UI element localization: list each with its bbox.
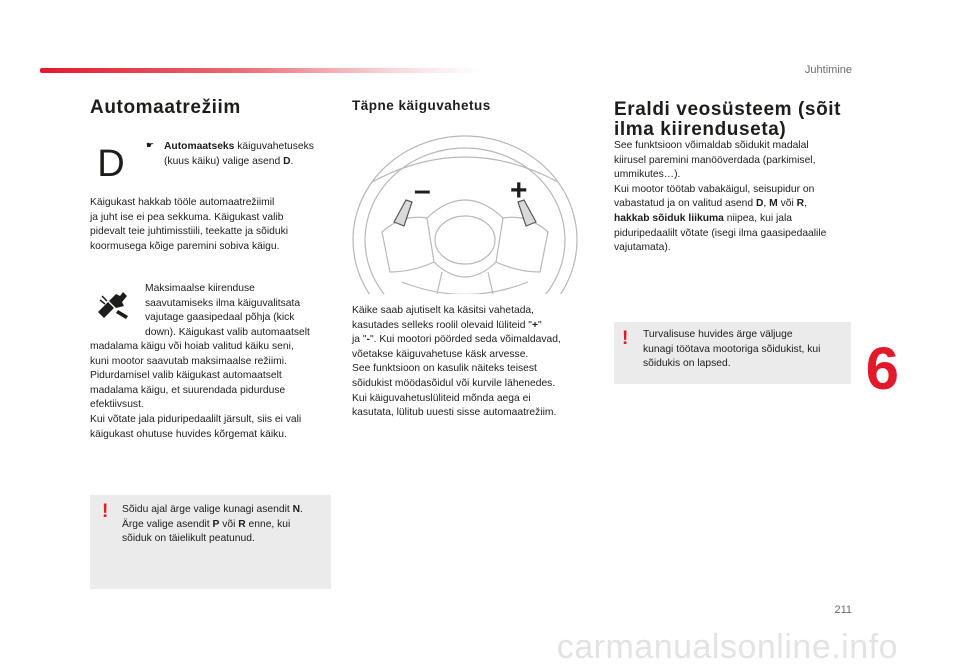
creep-mode-title: Eraldi veosüsteem (sõit ilma kiirenduseta) [614,99,842,140]
warning-icon: ! [102,501,109,522]
automatic-bullet [146,140,338,169]
chapter-number: 6 [865,335,899,402]
header-color-bar [40,68,480,73]
manual-shift-paragraph: Käike saab ajutiselt ka käsitsi vahetada, kasutades selleks roolil olevaid lüliteid "+" ja "-". Kui mootori pöörded seda võimaldavad, võetakse käiguvahetuse käsk arvesse. See funktsioon on kasulik näiteks teisest sõidukist möödasõidul või kurvile lähenedes. Kui käiguvahetuslüliteid mõnda aega ei kasutata, lülitub uuesti sisse automaatrežiim. [352,305,561,419]
neutral-warning-box [90,495,331,589]
plus-label: + [510,174,528,207]
section-label: Juhtimine [804,64,852,76]
steering-wheel-illustration [342,122,588,294]
children-warning-text: Turvalisuse huvides ärge väljuge kunagi töötava mootoriga sõidukist, kui sõidukis on lapsed. [643,329,821,370]
children-warning-box [614,322,851,384]
creep-mode-paragraph: See funktsioon võimaldab sõidukit madalal kiirusel paremini manööverdada (parkimisel, ummikutes…). Kui mootor töötab vabakäigul, seisupidur on vabastatud ja on valitud asend D, M või R, hakkab sõiduk liikuma niipea, kui jala piduripedaalilt võtate (isegi ilma gaasipedaalile vajutamata). [614,140,827,254]
kickdown-text: madalama käigu või hoiab valitud käiku seni, kuni mootor saavutab maksimaalse režiimi. Pidurdamisel valib käigukast automaatselt madalama käigu, et suurendada pidurduse efektiivsust. Kui võtate jala piduripedaalilt järsult, siis ei vali käigukast ohutuse huvides kõrgemat käiku. [90,341,302,440]
minus-label: – [414,174,431,207]
automatic-bullet-text: Automaatseks käiguvahetuseks (kuus käiku) valige asend D. [164,141,314,167]
minus-paddle-icon [394,200,412,226]
pointing-hand-icon: ☛ [146,140,155,150]
gear-d-icon: D [97,143,125,185]
warning-icon: ! [622,328,629,349]
automatic-mode-title: Automaatrežiim [90,97,241,118]
kickdown-text-indented: Maksimaalse kiirenduse saavutamiseks ilma käiguvalitsata vajutage gaasipedaal põhja (kick down). Käigukast valib automaatselt [145,283,310,338]
neutral-warning-text: Sõidu ajal ärge valige kunagi asendit N. Ärge valige asendit P või R enne, kui sõiduk on täielikult peatunud. [122,504,303,545]
automatic-mode-paragraph: Käigukast hakkab tööle automaatrežiimil ja juht ise ei pea sekkuma. Käigukast valib pidevalt teie juhtimisstiili, teekatte ja sõiduki koormusega kõige paremini sobiva käigu. [90,197,289,252]
kickdown-pedal-icon [96,290,130,320]
page-number: 211 [834,604,852,616]
manual-shift-title: Täpne käiguvahetus [352,98,491,113]
watermark: carmanualsonline.info [556,628,898,666]
